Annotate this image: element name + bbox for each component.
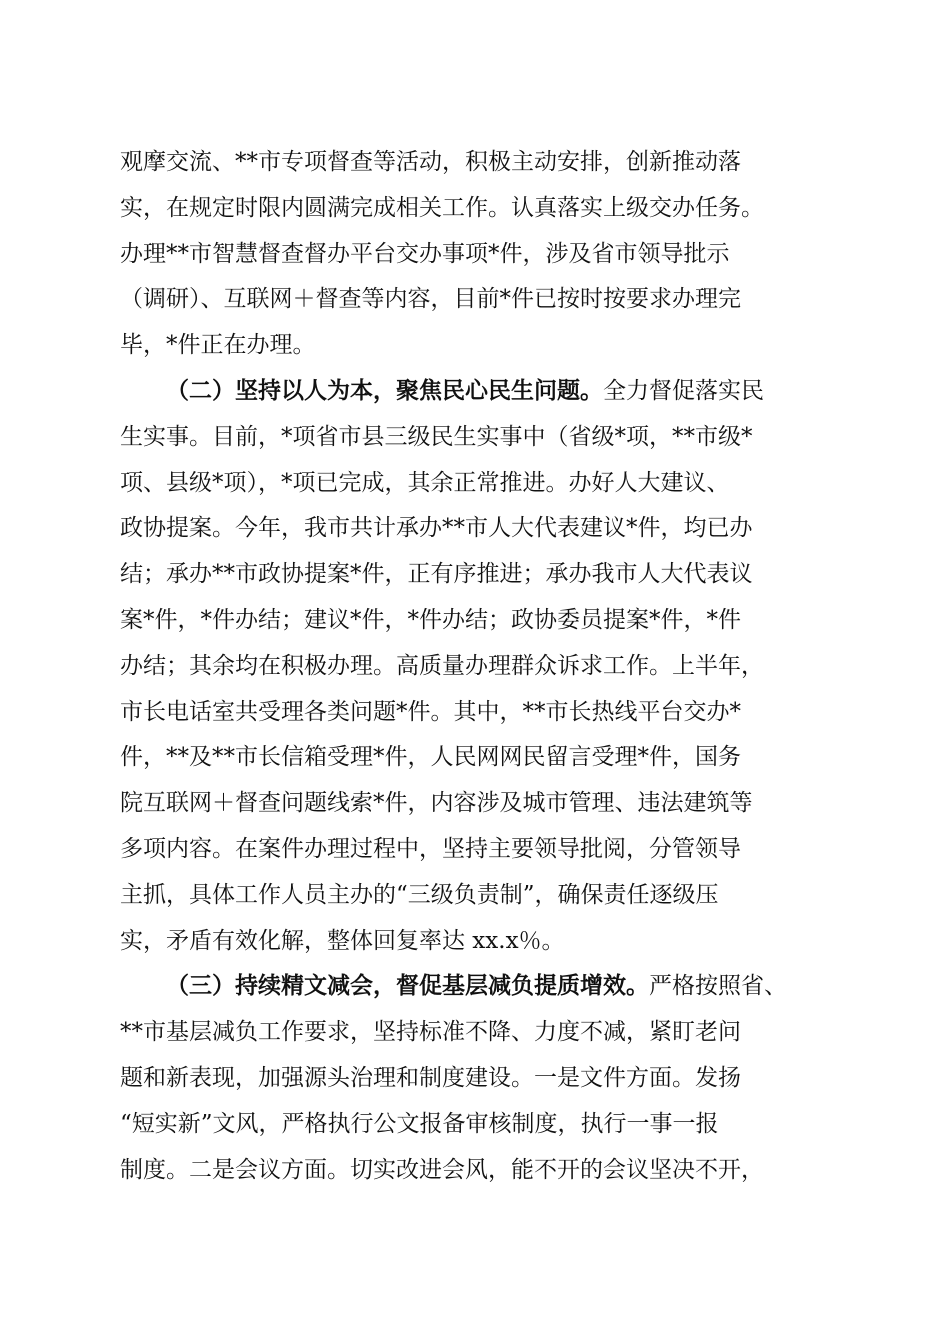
text-line: 题和新表现，加强源头治理和制度建设。一是文件方面。发扬 bbox=[120, 1064, 741, 1091]
text-line: 案*件，*件办结；建议*件，*件办结；政协委员提案*件，*件 bbox=[120, 606, 741, 633]
section-3-paragraph bbox=[120, 964, 835, 1193]
section-3-heading: （三）持续精文减会，督促基层减负提质增效。 bbox=[166, 973, 649, 1000]
section-3-first-line-text: 严格按照省、 bbox=[649, 973, 787, 1000]
text-line: “短实新”文风，严格执行公文报备审核制度，执行一事一报 bbox=[120, 1110, 719, 1137]
text-line: 观摩交流、**市专项督查等活动，积极主动安排，创新推动落 bbox=[120, 149, 741, 175]
section-2-first-line-text: 全力督促落实民 bbox=[603, 377, 764, 404]
section-2-first-line bbox=[120, 369, 835, 415]
text-line: 件，**及**市长信箱受理*件，人民网网民留言受理*件，国务 bbox=[120, 744, 741, 771]
document-body bbox=[120, 140, 835, 1193]
section-3-first-line bbox=[120, 964, 835, 1010]
text-line: 政协提案。今年，我市共计承办**市人大代表建议*件，均已办 bbox=[120, 515, 753, 542]
text-line: 院互联网＋督查问题线索*件，内容涉及城市管理、违法建筑等 bbox=[120, 790, 753, 817]
section-2-paragraph bbox=[120, 369, 835, 964]
text-line: 办理**市智慧督查督办平台交办事项*件，涉及省市领导批示 bbox=[120, 240, 730, 267]
text-line: （调研）、互联网＋督查等内容，目前*件已按时按要求办理完 bbox=[120, 286, 741, 313]
continuation-paragraph bbox=[120, 140, 835, 369]
text-line: 制度。二是会议方面。切实改进会风，能不开的会议坚决不开， bbox=[120, 1156, 764, 1183]
text-line: 市长电话室共受理各类问题*件。其中，**市长热线平台交办* bbox=[120, 698, 741, 725]
text-line: 毕，*件正在办理。 bbox=[120, 332, 316, 359]
text-line: **市基层减负工作要求，坚持标准不降、力度不减，紧盯老问 bbox=[120, 1019, 741, 1046]
text-line: 实，在规定时限内圆满完成相关工作。认真落实上级交办任务。 bbox=[120, 194, 764, 221]
text-line: 结；承办**市政协提案*件，正有序推进；承办我市人大代表议 bbox=[120, 561, 753, 588]
text-line: 生实事。目前，*项省市县三级民生实事中（省级*项，**市级* bbox=[120, 423, 753, 450]
text-line: 主抓，具体工作人员主办的“三级负责制”，确保责任逐级压 bbox=[120, 881, 719, 908]
text-line: 多项内容。在案件办理过程中，坚持主要领导批阅，分管领导 bbox=[120, 835, 741, 862]
section-2-heading: （二）坚持以人为本，聚焦民心民生问题。 bbox=[166, 377, 603, 404]
text-line: 项、县级*项），*项已完成，其余正常推进。办好人大建议、 bbox=[120, 469, 730, 496]
text-line: 实，矛盾有效化解，整体回复率达 xx.x％。 bbox=[120, 927, 565, 954]
text-line: 办结；其余均在积极办理。高质量办理群众诉求工作。上半年， bbox=[120, 652, 764, 679]
